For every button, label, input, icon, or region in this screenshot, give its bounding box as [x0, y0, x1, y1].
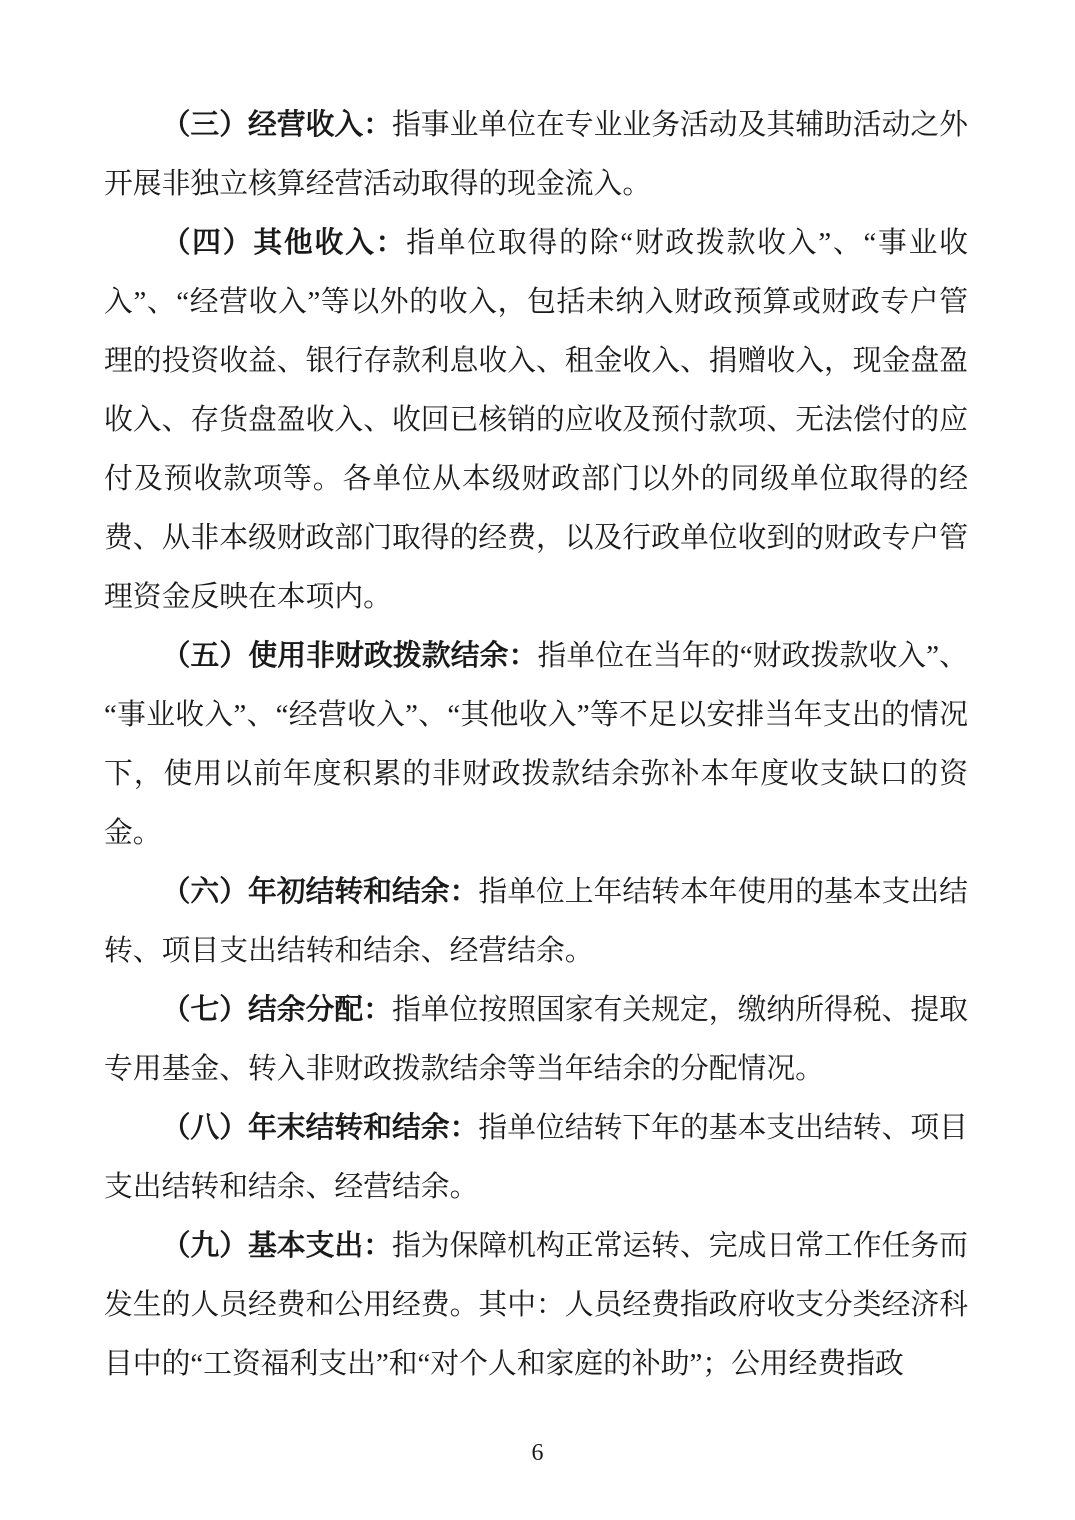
- section-paragraph: [104, 981, 968, 1099]
- section-heading: （八）年末结转和结余：: [161, 1112, 479, 1144]
- section-body-text: 指单位结转下年的基本支出结转、项目支出结转和结余、经营结余。: [104, 1112, 968, 1203]
- section-heading: （七）结余分配：: [161, 994, 392, 1026]
- section-body-text: 指单位按照国家有关规定，缴纳所得税、提取专用基金、转入非财政拨款结余等当年结余的分配情况。: [104, 994, 968, 1085]
- section-body-text: 指事业单位在专业业务活动及其辅助活动之外开展非独立核算经营活动取得的现金流入。: [104, 109, 968, 200]
- page-footer: [0, 1438, 1075, 1468]
- section-body-text: 指单位在当年的“财政拨款收入”、“事业收入”、“经营收入”、“其他收入”等不足以安排当年支出的情况下，使用以前年度积累的非财政拨款结余弥补本年度收支缺口的资金。: [104, 640, 968, 849]
- section-body-text: 指单位取得的除“财政拨款收入”、“事业收入”、“经营收入”等以外的收入，包括未纳入财政预算或财政专户管理的投资收益、银行存款利息收入、租金收入、捐赠收入，现金盘盈收入、存货盘盈收入、收回已核销的应收及预付款项、无法偿付的应付及预收款项等。各单位从本级财政部门以外的同级单位取得的经费、从非本级财政部门取得的经费，以及行政单位收到的财政专户管理资金反映在本项内。: [104, 227, 968, 613]
- section-paragraph: [104, 96, 968, 214]
- section-heading: （九）基本支出：: [161, 1230, 392, 1262]
- section-heading: （六）年初结转和结余：: [161, 876, 479, 908]
- section-paragraph: [104, 1217, 968, 1394]
- section-heading: （四）其他收入：: [161, 227, 407, 259]
- section-paragraph: [104, 1099, 968, 1217]
- section-body-text: 指单位上年结转本年使用的基本支出结转、项目支出结转和结余、经营结余。: [104, 876, 968, 967]
- section-paragraph: [104, 863, 968, 981]
- section-heading: （三）经营收入：: [161, 109, 392, 141]
- page-number: 6: [531, 1440, 544, 1466]
- section-heading: （五）使用非财政拨款结余：: [161, 640, 538, 672]
- section-paragraph: [104, 214, 968, 627]
- section-paragraph: [104, 627, 968, 863]
- section-body-text: 指为保障机构正常运转、完成日常工作任务而发生的人员经费和公用经费。其中：人员经费指政府收支分类经济科目中的“工资福利支出”和“对个人和家庭的补助”；公用经费指政: [104, 1230, 968, 1380]
- document-body: [104, 96, 968, 1394]
